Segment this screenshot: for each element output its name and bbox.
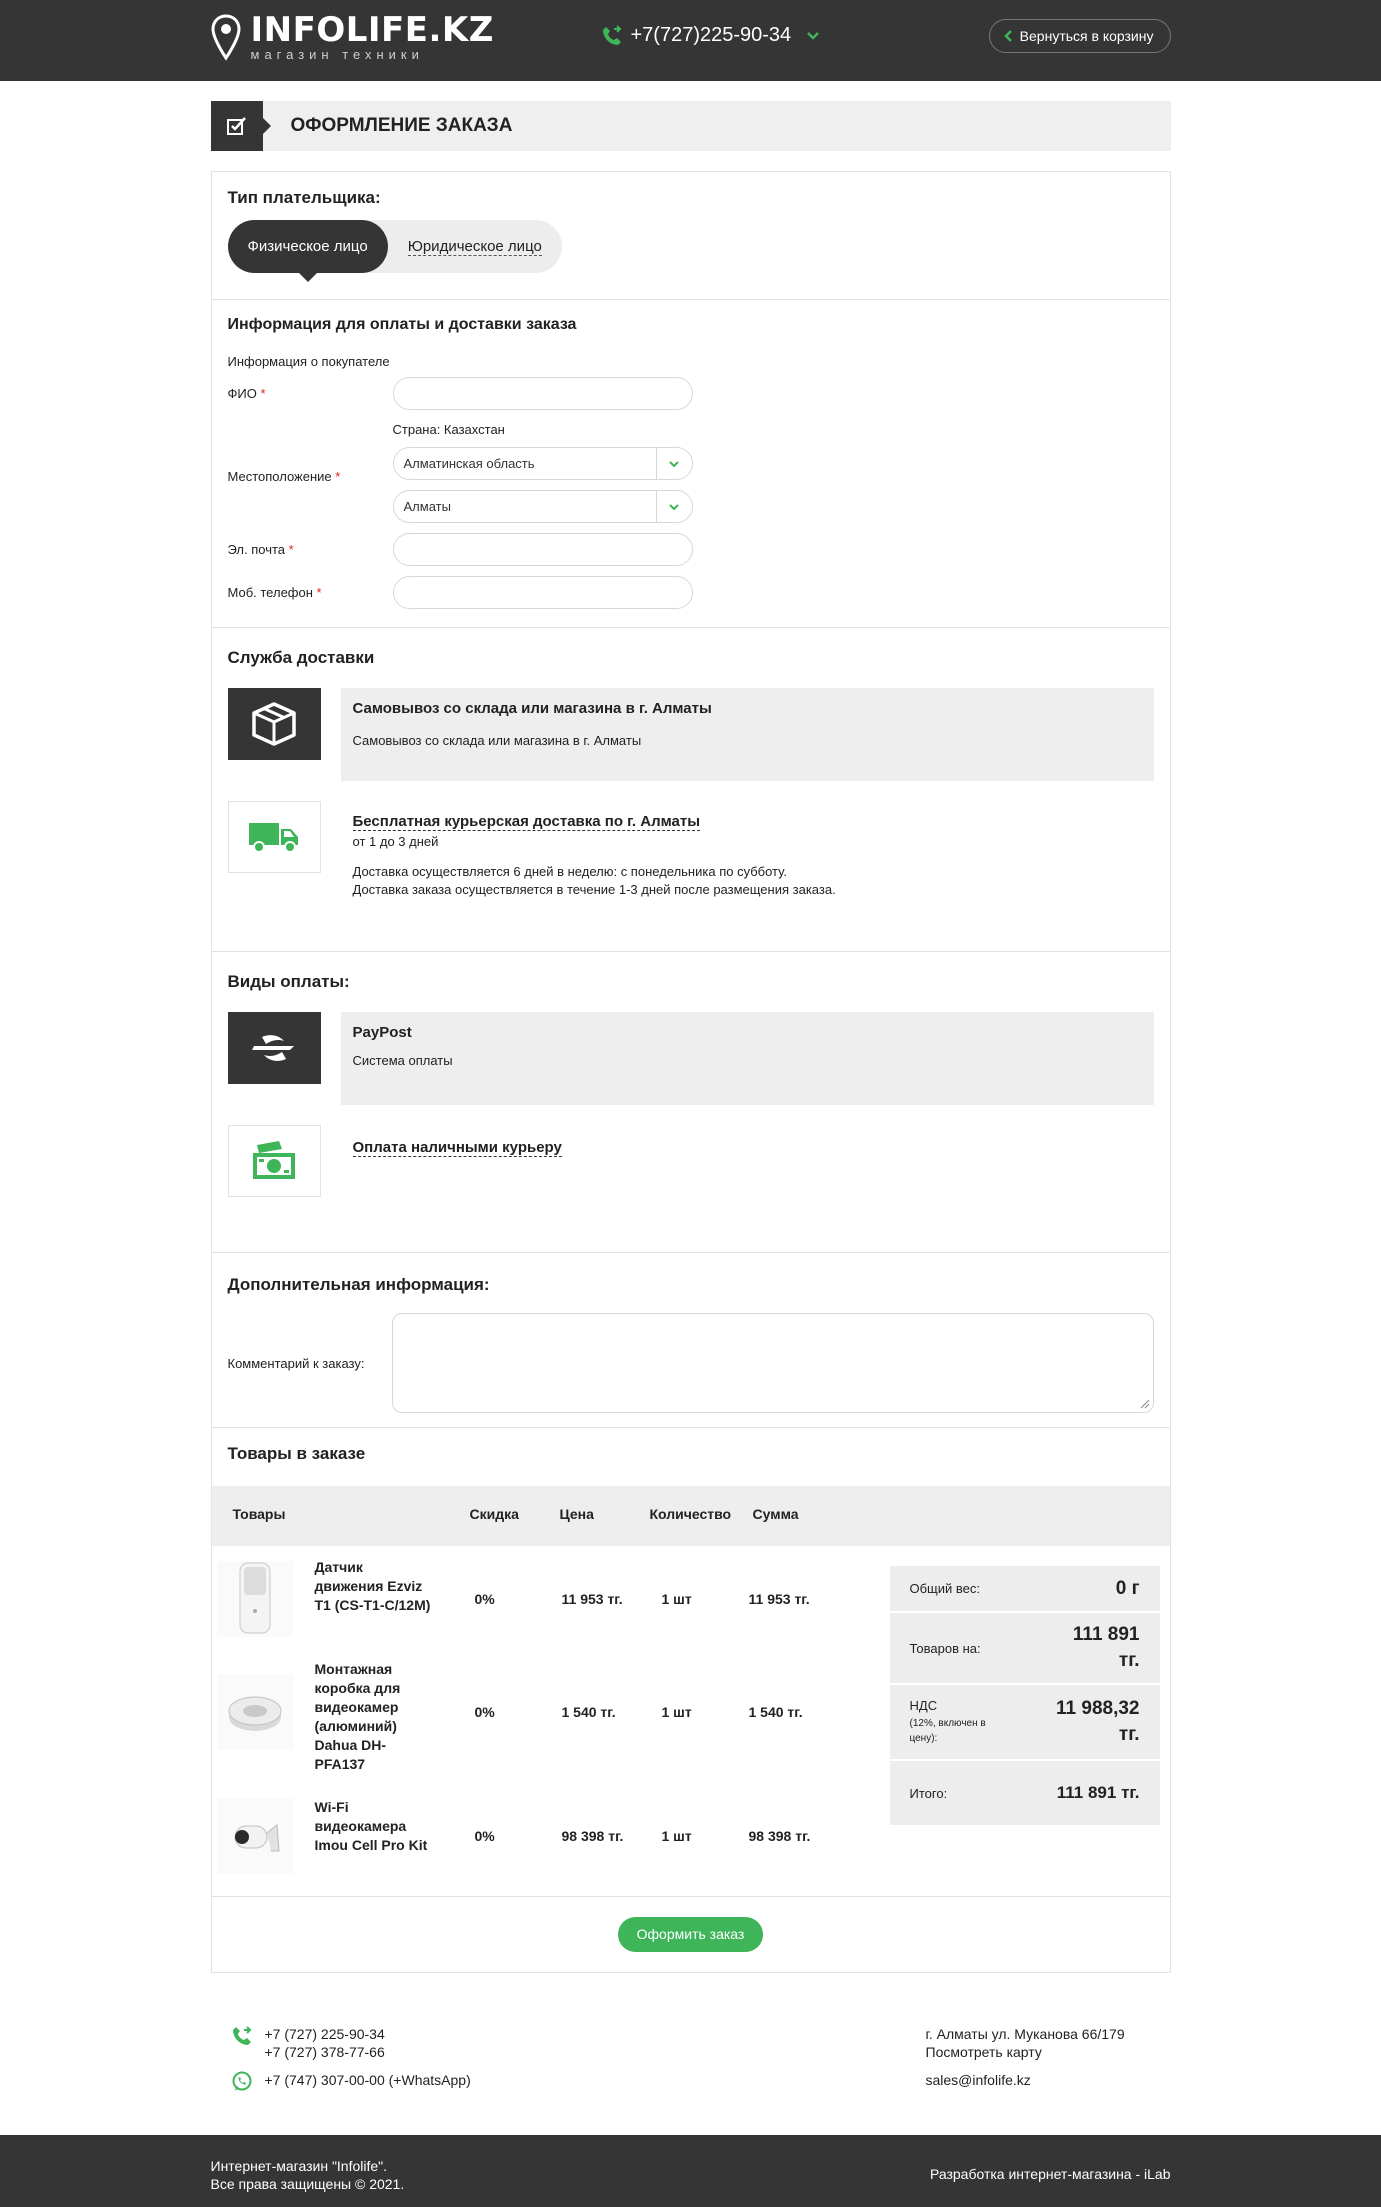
site-header	[0, 0, 1381, 81]
city-value: Алматы	[403, 499, 451, 514]
delivery-option-pickup[interactable]	[228, 688, 1154, 781]
product-sum: 1 540 тг.	[748, 1704, 803, 1720]
delivery-option-courier[interactable]	[228, 801, 1154, 911]
order-goods-section	[212, 1428, 1170, 1897]
back-to-cart-label: Вернуться в корзину	[1019, 28, 1154, 44]
buyer-info-section	[212, 300, 1170, 628]
header-phone-number: +7(727)225-90-34	[630, 24, 792, 46]
checklist-icon	[211, 101, 263, 151]
whatsapp-icon	[231, 2071, 253, 2093]
location-label: Местоположение *	[227, 469, 341, 484]
table-row	[217, 1661, 857, 1772]
delivery-title: Служба доставки	[227, 648, 375, 667]
page-title: ОФОРМЛЕНИЕ ЗАКАЗА	[290, 115, 513, 136]
product-sum: 98 398 тг.	[748, 1828, 811, 1844]
order-form	[211, 171, 1171, 1973]
box-icon[interactable]	[228, 688, 321, 760]
vat-value: 11 988,32	[1056, 1698, 1140, 1719]
payment-option-paypost[interactable]	[228, 1012, 1154, 1105]
col-goods: Товары	[232, 1506, 286, 1522]
product-qty: 1 шт	[661, 1828, 692, 1844]
vat-note: (12%, включен в цену):	[909, 1718, 986, 1744]
table-row	[217, 1556, 857, 1642]
truck-icon[interactable]	[228, 801, 321, 873]
phone-icon	[601, 25, 623, 47]
chevron-down-icon[interactable]	[656, 491, 692, 522]
footer-whatsapp[interactable]: +7 (747) 307-00-00 (+WhatsApp)	[264, 2072, 471, 2088]
paypost-icon[interactable]	[228, 1012, 321, 1084]
payment-cash-name[interactable]: Оплата наличными курьеру	[352, 1139, 562, 1156]
product-price: 98 398 тг.	[561, 1828, 624, 1844]
delivery-courier-desc-2: Доставка заказа осуществляется в течение 1-3 дней после размещения заказа.	[352, 882, 836, 897]
map-pin-icon	[211, 14, 241, 62]
delivery-courier-desc-1: Доставка осуществляется 6 дней в неделю: с понедельника по субботу.	[352, 864, 787, 879]
goods-table-body	[228, 1546, 1154, 1896]
email-label: Эл. почта *	[227, 542, 294, 557]
payment-paypost-name: PayPost	[352, 1024, 412, 1041]
delivery-courier-period: от 1 до 3 дней	[352, 834, 439, 849]
product-discount: 0%	[474, 1704, 495, 1720]
col-price: Цена	[559, 1506, 594, 1522]
chevron-down-icon[interactable]	[805, 28, 821, 44]
payer-type-switch	[228, 220, 562, 273]
country-text: Страна: Казахстан	[392, 422, 505, 437]
product-name[interactable]: Датчик движения Ezviz T1 (CS-T1-C/12M)	[314, 1559, 431, 1613]
goods-total-value: 111 891	[1072, 1624, 1140, 1645]
total-label: Итого:	[909, 1785, 948, 1801]
weight-label: Общий вес:	[909, 1581, 980, 1596]
buyer-info-subtitle: Информация о покупателе	[227, 354, 390, 369]
delivery-courier-name[interactable]: Бесплатная курьерская доставка по г. Алматы	[352, 813, 701, 830]
product-name[interactable]: Wi-Fi видеокамера Imou Cell Pro Kit	[314, 1799, 428, 1853]
chevron-down-icon[interactable]	[656, 448, 692, 479]
footer-address: г. Алматы ул. Муканова 66/179	[925, 2026, 1125, 2042]
order-goods-title: Товары в заказе	[227, 1444, 366, 1463]
header-phone[interactable]	[601, 24, 822, 47]
delivery-section	[212, 628, 1170, 952]
submit-section	[212, 1897, 1170, 1972]
footer-bottom	[0, 2135, 1381, 2207]
product-qty: 1 шт	[661, 1591, 692, 1607]
payment-paypost-desc: Система оплаты	[352, 1053, 453, 1068]
product-sum: 11 953 тг.	[748, 1591, 810, 1607]
payment-section	[212, 952, 1170, 1253]
table-row	[217, 1796, 857, 1876]
total-value: 111 891 тг.	[1056, 1783, 1140, 1802]
phone-field[interactable]	[393, 576, 693, 609]
extra-info-section	[212, 1253, 1170, 1428]
logo-name: INFOLIFE.KZ	[250, 10, 494, 50]
comment-textarea[interactable]	[392, 1313, 1153, 1413]
phone-label: Моб. телефон *	[227, 585, 322, 600]
product-discount: 0%	[474, 1591, 495, 1607]
tab-legal-entity-label: Юридическое лицо	[407, 238, 542, 255]
product-discount: 0%	[474, 1828, 495, 1844]
payer-type-title: Тип плательщика:	[227, 188, 381, 207]
order-totals	[890, 1566, 1160, 1825]
col-sum: Сумма	[752, 1506, 799, 1522]
place-order-button[interactable]: Оформить заказ	[618, 1917, 764, 1952]
fio-input[interactable]	[393, 377, 693, 410]
product-image-motion-sensor[interactable]	[217, 1561, 293, 1637]
tab-individual[interactable]: Физическое лицо	[228, 220, 388, 273]
buyer-info-title: Информация для оплаты и доставки заказа	[227, 316, 577, 333]
back-to-cart-button[interactable]	[989, 19, 1171, 53]
cash-icon[interactable]	[228, 1125, 321, 1197]
footer-developer-link[interactable]: Разработка интернет-магазина - iLab	[929, 2166, 1171, 2182]
footer-phone-2[interactable]: +7 (727) 378-77-66	[264, 2044, 385, 2060]
col-discount: Скидка	[469, 1506, 519, 1522]
resize-grip-icon[interactable]	[1140, 1399, 1150, 1409]
tab-legal-entity[interactable]	[388, 220, 562, 273]
weight-value: 0 г	[1115, 1577, 1140, 1599]
product-image-camera[interactable]	[217, 1798, 293, 1874]
product-name[interactable]: Монтажная коробка для видеокамер (алюминий) Dahua DH-PFA137	[314, 1661, 401, 1772]
goods-table-header	[212, 1486, 1170, 1546]
payment-option-cash[interactable]	[228, 1125, 1154, 1218]
footer-email[interactable]: sales@infolife.kz	[925, 2072, 1031, 2088]
col-quantity: Количество	[649, 1506, 732, 1522]
chevron-left-icon	[1004, 30, 1014, 42]
region-value: Алматинская область	[403, 456, 535, 471]
email-field[interactable]	[393, 533, 693, 566]
payer-type-section	[212, 172, 1170, 300]
region-select[interactable]	[393, 447, 693, 480]
comment-label: Комментарий к заказу:	[227, 1355, 365, 1371]
delivery-pickup-desc: Самовывоз со склада или магазина в г. Алматы	[352, 733, 642, 748]
goods-total-currency: тг.	[1118, 1650, 1140, 1671]
page-title-bar	[211, 101, 1171, 151]
phone-icon	[231, 2025, 253, 2047]
product-image-mount-box[interactable]	[217, 1674, 293, 1750]
vat-label: НДС	[909, 1698, 938, 1713]
payment-title: Виды оплаты:	[227, 972, 350, 991]
city-select[interactable]	[393, 490, 693, 523]
product-qty: 1 шт	[661, 1704, 692, 1720]
footer-copyright-1: Интернет-магазин "Infolife".	[210, 2158, 388, 2174]
footer-phone-1[interactable]: +7 (727) 225-90-34	[264, 2026, 385, 2042]
product-price: 11 953 тг.	[561, 1591, 623, 1607]
logo[interactable]	[211, 10, 494, 62]
goods-total-label: Товаров на:	[909, 1640, 981, 1656]
fio-label: ФИО *	[227, 386, 266, 401]
extra-info-title: Дополнительная информация:	[227, 1275, 490, 1294]
footer-contacts	[211, 1973, 1171, 2135]
footer-map-link[interactable]: Посмотреть карту	[925, 2044, 1042, 2060]
product-price: 1 540 тг.	[561, 1704, 616, 1720]
footer-copyright-2: Все права защищены © 2021.	[210, 2176, 405, 2192]
logo-tagline: магазин техники	[250, 47, 424, 62]
delivery-pickup-name: Самовывоз со склада или магазина в г. Алматы	[352, 700, 712, 717]
vat-currency: тг.	[1118, 1724, 1140, 1745]
